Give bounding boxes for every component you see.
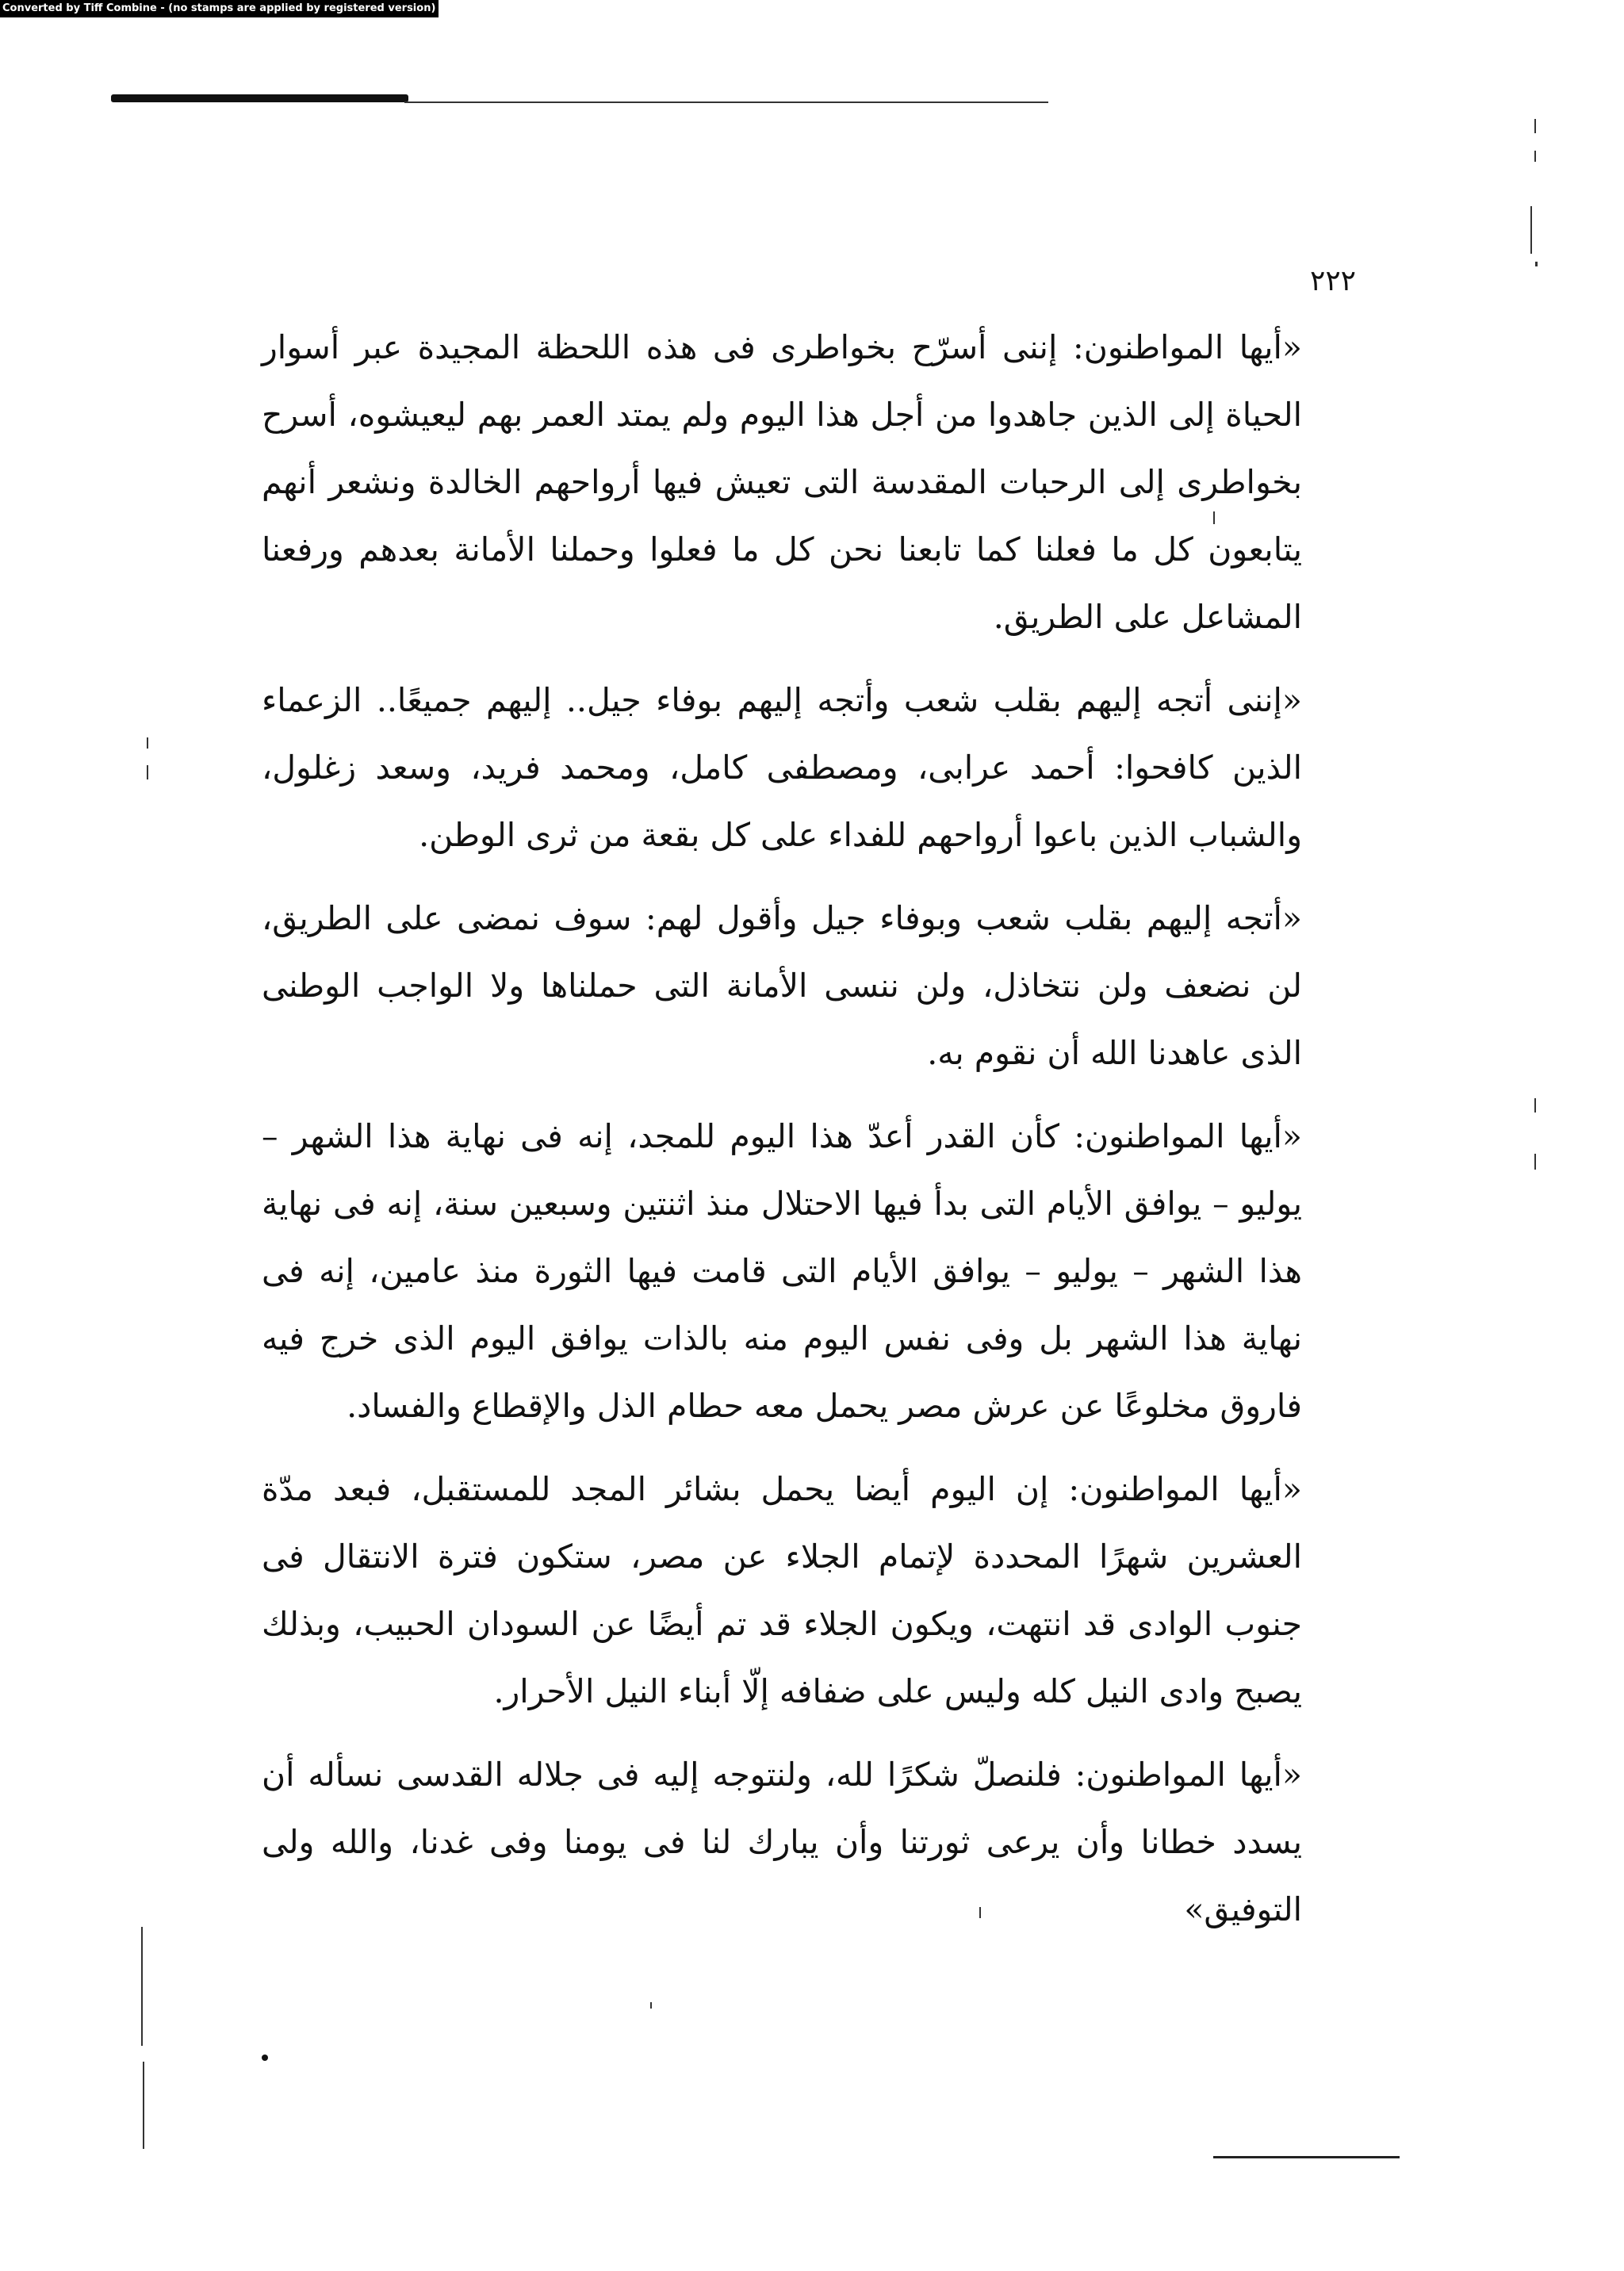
paragraph-1: «أيها المواطنون: إننى أسرّح بخواطرى فى هذه اللحظة المجيدة عبر أسوار الحياة إلى الذين جاهدوا من أجل هذا اليوم ولم يمتد العمر بهم ليعيشوه، أسرح بخواطرى إلى الرحبات المقدسة التى تعيش فيها أرواحهم الخالدة ونشعر أنهم يتابعون كل ما فعلنا كما تابعنا نحن كل ما فعلوا وحملنا الأمانة بعدهم ورفعنا المشاعل على الطريق. xyxy=(262,328,1302,636)
scan-speck xyxy=(147,737,148,749)
scan-speck xyxy=(1534,1098,1536,1113)
page-number: ٢٢٢ xyxy=(1309,265,1356,297)
ink-dot xyxy=(262,2055,268,2061)
header-rule-thin xyxy=(404,101,1048,103)
scan-speck xyxy=(1534,151,1536,162)
converter-watermark: Converted by Tiff Combine - (no stamps are applied by registered version) xyxy=(0,0,439,17)
scan-speck xyxy=(143,2062,144,2149)
paragraph-4: «أيها المواطنون: كأن القدر أعدّ هذا اليوم للمجد، إنه فى نهاية هذا الشهر – يوليو – يوافق الأيام التى بدأ فيها الاحتلال منذ اثنتين وسبعين سنة، إنه فى نهاية هذا الشهر – يوليو – يوافق الأيام التى قامت فيها الثورة منذ عامين، إنه فى نهاية هذا الشهر بل وفى نفس اليوم منه بالذات يوافق اليوم الذى خرج فيه فاروق مخلوعًا عن عرش مصر يحمل معه حطام الذل والإقطاع والفساد. xyxy=(262,1117,1302,1425)
scan-speck xyxy=(1535,262,1538,266)
paragraph-2: «إننى أتجه إليهم بقلب شعب وأتجه إليهم بوفاء جيل.. إليهم جميعًا.. الزعماء الذين كافحوا: أحمد عرابى، ومصطفى كامل، ومحمد فريد، وسعد زغلول، والشباب الذين باعوا أرواحهم للفداء على كل بقعة من ثرى الوطن. xyxy=(262,681,1302,854)
scan-speck xyxy=(1213,511,1215,524)
scan-speck xyxy=(1534,119,1536,133)
scan-speck xyxy=(141,1927,143,2046)
paragraph-5: «أيها المواطنون: إن اليوم أيضا يحمل بشائر المجد للمستقبل، فبعد مدّة العشرين شهرًا المحددة لإتمام الجلاء عن مصر، ستكون فترة الانتقال فى جنوب الوادى قد انتهت، ويكون الجلاء قد تم أيضًا عن السودان الحبيب، وبذلك يصبح وادى النيل كله وليس على ضفافه إلّا أبناء النيل الأحرار. xyxy=(262,1470,1302,1710)
scan-speck xyxy=(650,2002,652,2009)
paragraph-6: «أيها المواطنون: فلنصلّ شكرًا لله، ولنتوجه إليه فى جلاله القدسى نسأله أن يسدد خطانا وأن يرعى ثورتنا وأن يبارك لنا فى يومنا وفى غدنا، والله ولى التوفيق» xyxy=(262,1756,1302,1928)
footer-rule xyxy=(1213,2156,1400,2158)
scan-speck xyxy=(979,1907,981,1918)
speech-text xyxy=(262,314,1302,1959)
scan-speck xyxy=(147,765,148,779)
header-rule-thick xyxy=(111,94,408,102)
scan-speck xyxy=(1530,206,1532,254)
scan-speck xyxy=(1534,1154,1536,1170)
paragraph-3: «أتجه إليهم بقلب شعب وبوفاء جيل وأقول لهم: سوف نمضى على الطريق، لن نضعف ولن نتخاذل، ولن ننسى الأمانة التى حملناها ولا الواجب الوطنى الذى عاهدنا الله أن نقوم به. xyxy=(262,899,1302,1072)
